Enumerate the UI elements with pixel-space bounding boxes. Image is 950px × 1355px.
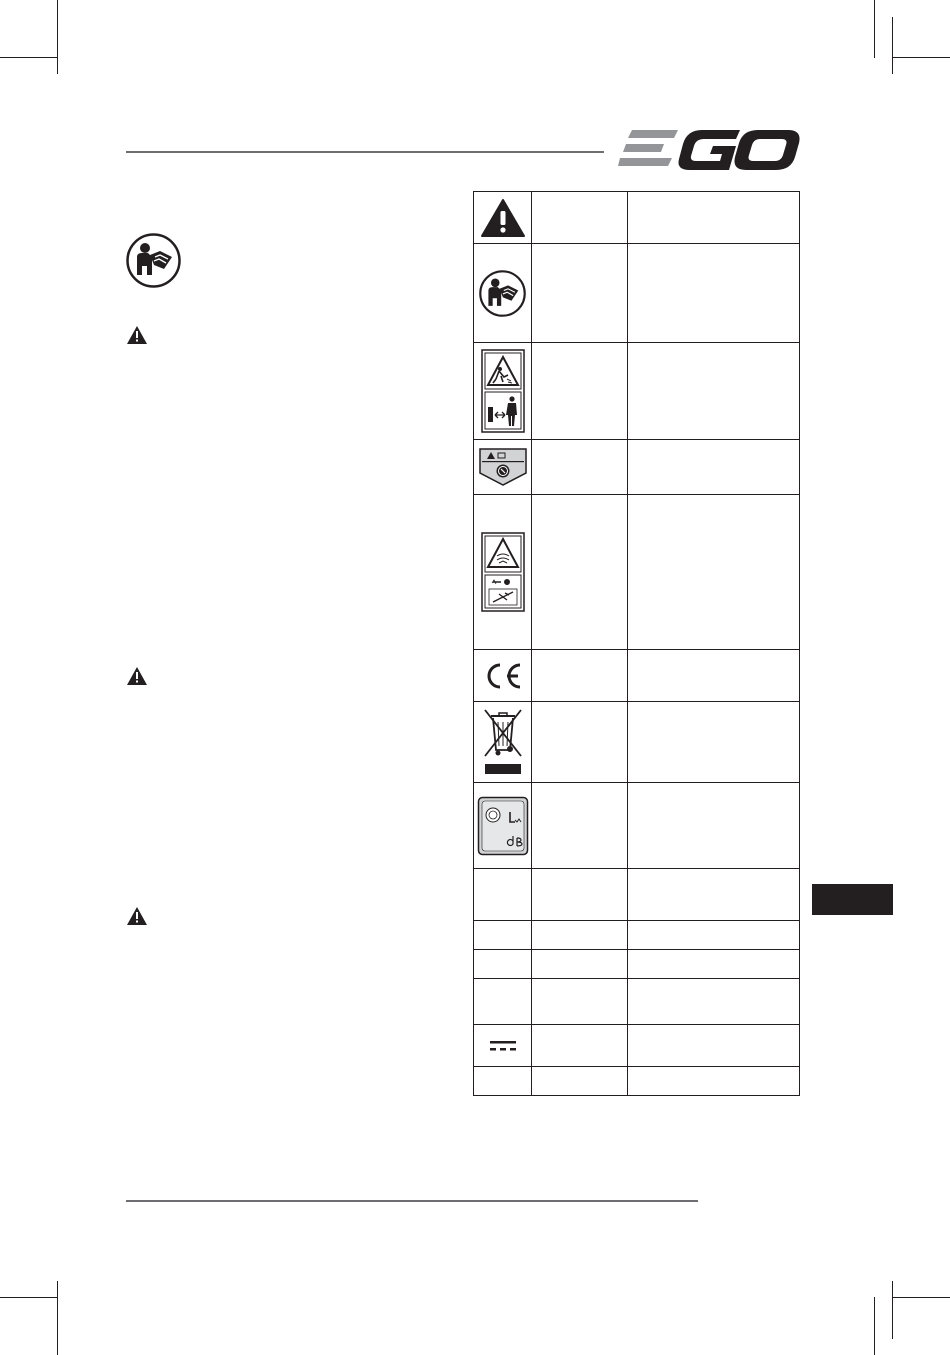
crop-mark-bottom-right-h bbox=[892, 1297, 950, 1298]
meaning-cell bbox=[628, 440, 800, 495]
sound-power-level-icon bbox=[477, 796, 529, 856]
meaning-cell bbox=[628, 192, 800, 244]
meaning-cell bbox=[628, 921, 800, 950]
header-rule bbox=[126, 151, 604, 153]
signal-word-cell bbox=[532, 702, 628, 783]
table-row bbox=[474, 343, 800, 440]
signal-word-cell bbox=[532, 869, 628, 921]
safety-alert-icon bbox=[480, 198, 526, 238]
symbol-cell bbox=[474, 440, 532, 495]
symbols-table bbox=[473, 191, 800, 1096]
meaning-cell bbox=[628, 950, 800, 979]
warning-triangle-icon bbox=[126, 325, 148, 345]
read-manual-icon bbox=[479, 270, 526, 317]
meaning-cell bbox=[628, 343, 800, 440]
signal-word-cell bbox=[532, 440, 628, 495]
crop-mark-bottom-left-h bbox=[0, 1297, 58, 1298]
symbol-cell bbox=[474, 979, 532, 1025]
symbol-cell bbox=[474, 702, 532, 783]
meaning-cell bbox=[628, 650, 800, 702]
symbol-cell bbox=[474, 244, 532, 343]
symbol-cell bbox=[474, 1067, 532, 1096]
symbol-cell bbox=[474, 869, 532, 921]
meaning-cell bbox=[628, 979, 800, 1025]
signal-word-cell bbox=[532, 192, 628, 244]
signal-word-cell bbox=[532, 921, 628, 950]
signal-word-cell bbox=[532, 495, 628, 650]
ce-mark-icon bbox=[483, 661, 523, 691]
crop-mark-bottom-right-v2 bbox=[892, 1281, 893, 1339]
direct-current-icon bbox=[490, 1039, 516, 1053]
warning-triangle-icon bbox=[126, 666, 148, 686]
table-row bbox=[474, 702, 800, 783]
table-row bbox=[474, 979, 800, 1025]
symbol-cell bbox=[474, 1025, 532, 1067]
symbol-cell bbox=[474, 921, 532, 950]
crop-mark-top-left-h bbox=[0, 57, 58, 58]
crop-mark-top-right-v1 bbox=[874, 0, 875, 58]
table-row bbox=[474, 1025, 800, 1067]
symbol-cell bbox=[474, 192, 532, 244]
crop-mark-bottom-right-v1 bbox=[874, 1297, 875, 1355]
ego-logo bbox=[618, 130, 800, 172]
signal-word-cell bbox=[532, 783, 628, 869]
weee-crossed-bin-icon bbox=[481, 706, 525, 778]
meaning-cell bbox=[628, 244, 800, 343]
meaning-cell bbox=[628, 495, 800, 650]
table-row bbox=[474, 950, 800, 979]
meaning-cell bbox=[628, 1025, 800, 1067]
keep-bystanders-away-icon bbox=[481, 349, 525, 433]
crop-mark-top-left-v bbox=[57, 0, 58, 74]
table-row bbox=[474, 921, 800, 950]
crop-mark-bottom-left-v bbox=[57, 1281, 58, 1355]
signal-word-cell bbox=[532, 1025, 628, 1067]
table-row bbox=[474, 244, 800, 343]
signal-word-cell bbox=[532, 244, 628, 343]
signal-word-cell bbox=[532, 979, 628, 1025]
warning-triangle-icon bbox=[126, 906, 148, 926]
meaning-cell bbox=[628, 783, 800, 869]
table-row bbox=[474, 869, 800, 921]
symbol-cell bbox=[474, 495, 532, 650]
table-row bbox=[474, 783, 800, 869]
symbol-cell bbox=[474, 343, 532, 440]
crop-mark-top-right-h bbox=[892, 57, 950, 58]
signal-word-cell bbox=[532, 950, 628, 979]
crop-mark-top-right-v2 bbox=[892, 17, 893, 74]
signal-word-cell bbox=[532, 650, 628, 702]
table-row bbox=[474, 440, 800, 495]
signal-word-cell bbox=[532, 343, 628, 440]
meaning-cell bbox=[628, 702, 800, 783]
read-manual-icon bbox=[126, 233, 181, 288]
table-row bbox=[474, 1067, 800, 1096]
signal-word-cell bbox=[532, 1067, 628, 1096]
blade-hazard-disconnect-icon bbox=[481, 532, 525, 612]
symbol-cell bbox=[474, 783, 532, 869]
remove-battery-before-maintenance-icon bbox=[478, 447, 528, 487]
table-row bbox=[474, 192, 800, 244]
symbol-cell bbox=[474, 950, 532, 979]
meaning-cell bbox=[628, 1067, 800, 1096]
footer-rule bbox=[126, 1200, 698, 1202]
symbol-cell bbox=[474, 650, 532, 702]
table-row bbox=[474, 650, 800, 702]
table-row bbox=[474, 495, 800, 650]
language-tab bbox=[812, 884, 893, 915]
meaning-cell bbox=[628, 869, 800, 921]
